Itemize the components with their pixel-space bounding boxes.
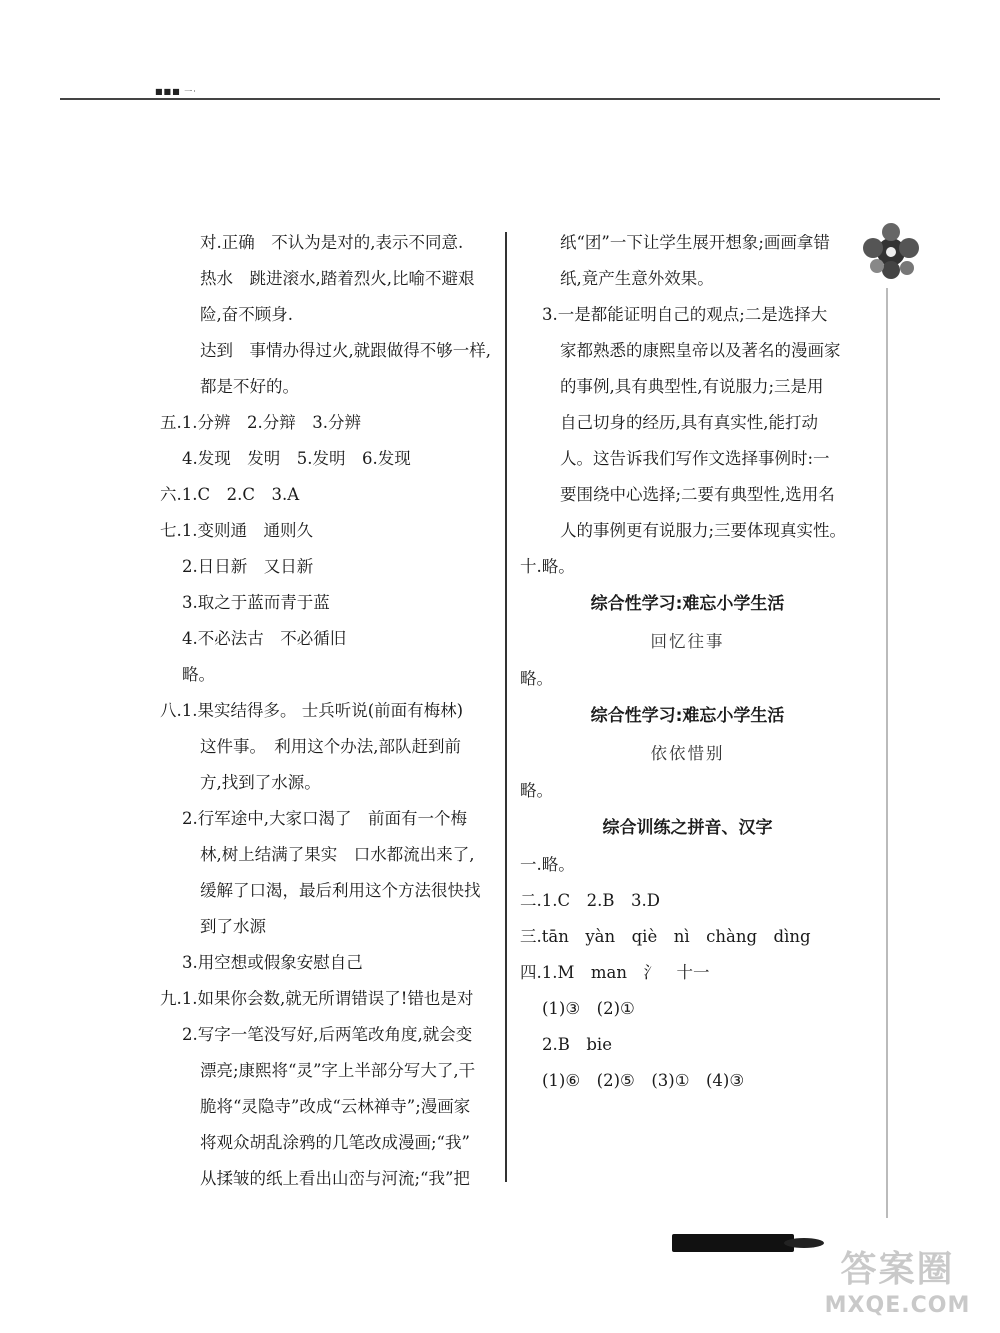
answer-line: 四.1.M man 氵 十一 — [520, 963, 710, 982]
footer-decoration-bar — [672, 1234, 794, 1252]
section-title: 综合性学习:难忘小学生活 — [590, 706, 785, 726]
answer-line: 人的事例更有说服力;三要体现真实性。 — [560, 521, 847, 540]
answer-line: 对.正确 不认为是对的,表示不同意. — [200, 233, 464, 252]
answer-line: 险,奋不顾身. — [200, 305, 293, 324]
answer-line: 3.用空想或假象安慰自己 — [182, 953, 363, 972]
flower-decoration-icon — [855, 218, 927, 288]
answer-line: 略。 — [520, 669, 553, 688]
answer-line: 要围绕中心选择;二要有典型性,选用名 — [560, 485, 835, 504]
answer-line: 达到 事情办得过火,就跟做得不够一样, — [200, 341, 491, 360]
answer-line: 4.发现 发明 5.发明 6.发现 — [182, 449, 411, 468]
answer-line: 六.1.C 2.C 3.A — [160, 485, 300, 504]
answer-line: 纸“团”一下让学生展开想象;画画拿错 — [560, 233, 830, 252]
watermark-bottom-text: MXQE.COM — [824, 1293, 971, 1318]
answer-line: 的事例,具有典型性,有说服力;三是用 — [560, 377, 824, 396]
answer-line: 缓解了口渴，最后利用这个方法很快找 — [200, 881, 481, 900]
decorative-vertical-line — [886, 288, 888, 1218]
section-title: 综合训练之拼音、汉字 — [602, 818, 773, 838]
answer-line: 十.略。 — [520, 557, 575, 576]
answer-line: 人。这告诉我们写作文选择事例时:一 — [560, 449, 830, 468]
answer-line: 八.1.果实结得多。 士兵听说(前面有梅林) — [160, 701, 464, 720]
column-divider — [505, 232, 507, 1182]
answer-line: (1)⑥ (2)⑤ (3)① (4)③ — [542, 1071, 745, 1090]
header-rule — [60, 98, 940, 100]
answer-line: 到了水源 — [200, 917, 266, 936]
answer-line: 2.行军途中,大家口渴了 前面有一个梅 — [182, 809, 467, 828]
section-subtitle: 依依惜别 — [650, 744, 725, 763]
answer-line: 4.不必法古 不必循旧 — [182, 629, 347, 648]
answer-line: 2.B bie — [542, 1035, 612, 1054]
answer-line: 方,找到了水源。 — [200, 773, 321, 792]
answer-line: 脆将“灵隐寺”改成“云林禅寺”;漫画家 — [200, 1097, 471, 1116]
answer-line: 略。 — [520, 781, 553, 800]
answer-line: 九.1.如果你会数,就无所谓错误了!错也是对 — [160, 989, 474, 1008]
watermark-logo — [800, 1248, 995, 1328]
answer-line: 3.一是都能证明自己的观点;二是选择大 — [542, 305, 828, 324]
answer-line: 3.取之于蓝而青于蓝 — [182, 593, 330, 612]
answer-line: 从揉皱的纸上看出山峦与河流;“我”把 — [200, 1169, 470, 1188]
section-title: 综合性学习:难忘小学生活 — [590, 594, 785, 614]
answer-line: 二.1.C 2.B 3.D — [520, 891, 660, 910]
answer-line: 五.1.分辨 2.分辩 3.分辨 — [160, 413, 361, 432]
answer-line: 热水 跳进滚水,踏着烈火,比喻不避艰 — [200, 269, 475, 288]
left-column — [160, 225, 500, 1197]
right-column — [520, 225, 855, 1099]
answer-line: 都是不好的。 — [200, 377, 299, 396]
answer-line: 2.写字一笔没写好,后两笔改角度,就会变 — [182, 1025, 473, 1044]
answer-line: (1)③ (2)① — [542, 999, 635, 1018]
answer-line: 2.日日新 又日新 — [182, 557, 314, 576]
answer-line: 漂亮;康熙将“灵”字上半部分写大了,干 — [200, 1061, 476, 1080]
running-header: ■■■ 一· — [155, 87, 197, 96]
answer-line: 一.略。 — [520, 855, 575, 874]
answer-line: 纸,竟产生意外效果。 — [560, 269, 714, 288]
watermark-top-text: 答案圈 — [840, 1249, 955, 1290]
answer-line: 自己切身的经历,具有真实性,能打动 — [560, 413, 818, 432]
answer-line: 略。 — [182, 665, 215, 684]
answer-line: 三.tān yàn qiè nì chàng dìng — [520, 927, 811, 946]
answer-line: 这件事。 利用这个办法,部队赶到前 — [200, 737, 461, 756]
answer-line: 将观众胡乱涂鸦的几笔改成漫画;“我” — [200, 1133, 470, 1152]
answer-line: 林,树上结满了果实 口水都流出来了, — [200, 845, 475, 864]
section-subtitle: 回忆往事 — [650, 632, 725, 651]
answer-line: 七.1.变则通 通则久 — [160, 521, 313, 540]
answer-line: 家都熟悉的康熙皇帝以及著名的漫画家 — [560, 341, 841, 360]
